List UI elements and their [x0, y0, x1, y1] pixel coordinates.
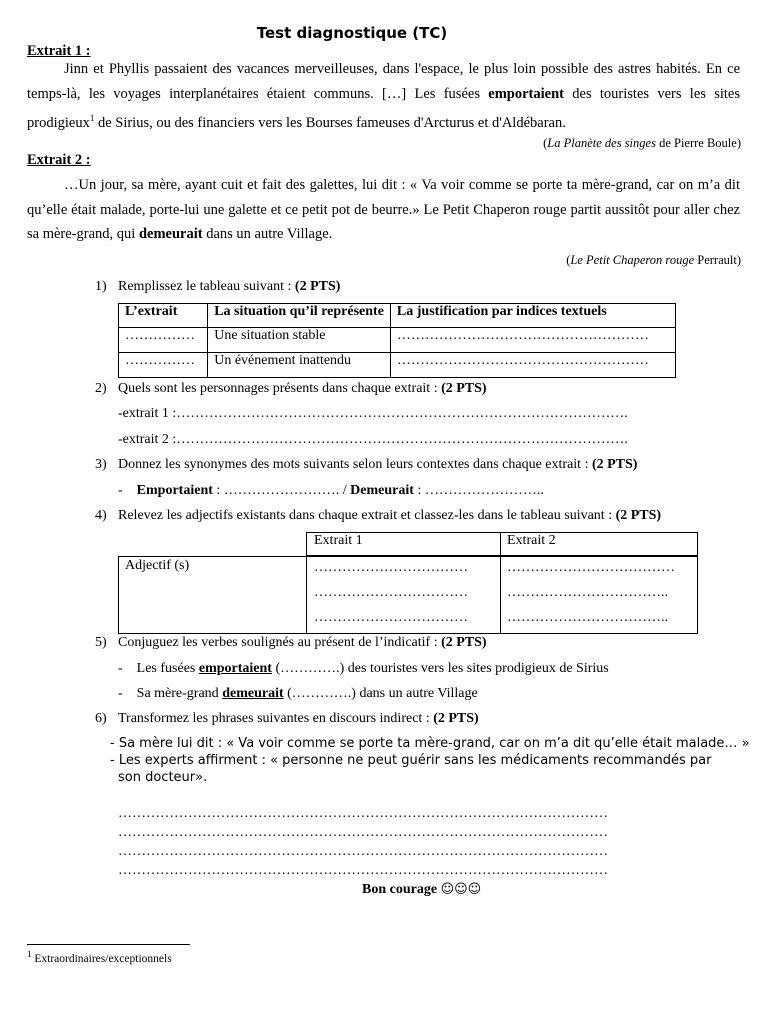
smiley-icon: ☺☺☺	[440, 882, 482, 897]
question-1: 1) Remplissez le tableau suivant : (2 PTS)	[95, 279, 341, 294]
conjugation-line: - Les fusées emportaient (………….) des touristes vers les sites prodigieux de Sirius	[118, 661, 609, 676]
closing-message: Bon courage ☺☺☺	[362, 882, 482, 897]
table-cell: ………………………………	[507, 560, 675, 575]
answer-line: ……………………………………………………………………………………………	[118, 806, 608, 821]
sentence-2: - Les experts affirment : « personne ne peut guérir sans les médicaments recommandés par	[110, 753, 712, 768]
page-title: Test diagnostique (TC)	[256, 24, 448, 42]
column-header: Extrait 2	[507, 533, 556, 548]
column-header: Extrait 1	[314, 533, 363, 548]
table-cell: ……………	[119, 328, 208, 353]
conjugation-line: - Sa mère-grand demeurait (………….) dans un autre Village	[118, 686, 478, 701]
table-cell: ……………………………..	[507, 610, 668, 625]
table-cell: ……………………………	[314, 610, 468, 625]
extrait1-text: Jinn et Phyllis passaient des vacances merveilleuses, dans l'espace, le plus loin possible des astres habités. En ce temps-là, les voyages interplanétaires étaient communs. […] Les fusées emportaient des touristes vers les sites prodigieux$^1$ de Sirius, ou des financiers vers les Bourses fameuses d'Arcturus et d'Aldébaran.	[27, 61, 740, 131]
table-cell: ………………………………………………	[390, 353, 675, 378]
question-4: 4) Relevez les adjectifs existants dans chaque extrait et classez-les dans le tableau suivant : (2 PTS)	[95, 508, 662, 523]
table-cell: Un événement inattendu	[208, 353, 391, 378]
table-cell: ……………………………	[314, 560, 468, 575]
extrait2-heading: Extrait 2 :	[27, 152, 91, 168]
table-cell: ……………	[119, 353, 208, 378]
extrait1-bold-word: emportaient	[488, 85, 564, 102]
question-2: 2) Quels sont les personnages présents dans chaque extrait : (2 PTS)	[95, 381, 487, 396]
extrait1-source: (La Planète des singes de Pierre Boule)	[543, 136, 741, 150]
synonym-line: - Emportaient : ……………………. / Demeurait : ……………………..	[118, 483, 544, 498]
extrait1-heading: Extrait 1 :	[27, 43, 91, 59]
footnote-ref: 1	[89, 113, 95, 123]
table-header: La situation qu’il représente	[208, 304, 391, 328]
question-6: 6) Transformez les phrases suivantes en discours indirect : (2 PTS)	[95, 711, 479, 726]
table-cell: ……………………………	[314, 585, 468, 600]
answer-line: -extrait 2 :…………………………………………………………………………………….	[118, 432, 628, 447]
row-label: Adjectif (s)	[125, 558, 190, 573]
footnote: $^1$ Extraordinaires/exceptionnels	[27, 949, 172, 965]
answer-line: ……………………………………………………………………………………………	[118, 844, 608, 859]
table-cell: ………………………………………………	[390, 328, 675, 353]
extrait2-source: (Le Petit Chaperon rouge Perrault)	[566, 253, 741, 267]
sentence-2-cont: son docteur».	[118, 770, 208, 785]
question-5: 5) Conjuguez les verbes soulignés au présent de l’indicatif : (2 PTS)	[95, 635, 487, 650]
table-cell: Une situation stable	[208, 328, 391, 353]
table-cell: ……………………………..	[507, 585, 668, 600]
answer-line: ……………………………………………………………………………………………	[118, 825, 608, 840]
table-header: L’extrait	[119, 304, 208, 328]
question-3: 3) Donnez les synonymes des mots suivants selon leurs contextes dans chaque extrait : (2 PTS)	[95, 457, 638, 472]
footnote-separator	[27, 944, 190, 945]
sentence-1: - Sa mère lui dit : « Va voir comme se porte ta mère-grand, car on m’a dit qu’elle était malade… »	[110, 736, 750, 751]
extrait2-text: …Un jour, sa mère, ayant cuit et fait des galettes, lui dit : « Va voir comme se porte ta mère-grand, car on m’a dit qu’elle était malade, porte-lui une galette et ce petit pot de beurre.» Le Petit Chaperon rouge partit aussitôt pour aller chez sa mère-grand, qui demeurait dans un autre Village.	[27, 177, 740, 242]
answer-line: -extrait 1 :…………………………………………………………………………………….	[118, 406, 628, 421]
table-header: La justification par indices textuels	[390, 304, 675, 328]
situation-table	[118, 303, 676, 378]
answer-line: ……………………………………………………………………………………………	[118, 863, 608, 878]
extrait2-bold-word: demeurait	[138, 226, 203, 242]
